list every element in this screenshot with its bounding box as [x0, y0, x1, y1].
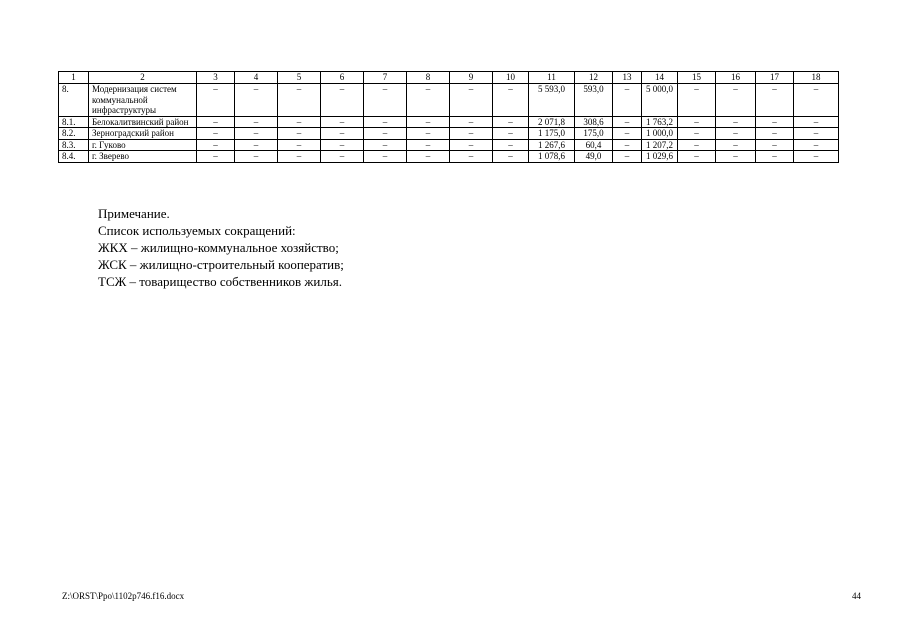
table-cell: 1 000,0 — [642, 128, 678, 140]
table-cell: – — [407, 151, 450, 163]
table-cell: 1 763,2 — [642, 116, 678, 128]
table-cell: – — [407, 116, 450, 128]
table-row — [59, 116, 839, 128]
notes-title: Примечание. — [98, 206, 170, 221]
table-cell: 1 175,0 — [529, 128, 575, 140]
table-cell: – — [278, 116, 321, 128]
table-cell: – — [716, 128, 756, 140]
column-header: 8 — [407, 72, 450, 84]
table-cell: – — [364, 116, 407, 128]
table-cell: – — [613, 151, 642, 163]
table-cell: – — [364, 84, 407, 117]
table-cell: – — [493, 139, 529, 151]
column-header: 15 — [678, 72, 716, 84]
table-cell: – — [235, 116, 278, 128]
table-cell: – — [716, 84, 756, 117]
table-cell: – — [197, 151, 235, 163]
table-cell: – — [321, 151, 364, 163]
table-cell: – — [450, 151, 493, 163]
table-cell: 593,0 — [575, 84, 613, 117]
table-cell: – — [197, 116, 235, 128]
column-header: 7 — [364, 72, 407, 84]
table-cell: – — [613, 116, 642, 128]
table-cell: – — [613, 128, 642, 140]
table-cell: – — [278, 139, 321, 151]
table-cell: 60,4 — [575, 139, 613, 151]
table-cell: – — [321, 116, 364, 128]
table-cell: – — [794, 139, 839, 151]
table-cell: 2 071,8 — [529, 116, 575, 128]
table-cell: – — [235, 139, 278, 151]
table-cell: – — [364, 139, 407, 151]
table-cell: – — [794, 128, 839, 140]
table-cell: – — [678, 116, 716, 128]
table-cell: – — [407, 139, 450, 151]
table-cell: – — [407, 84, 450, 117]
table-cell: – — [756, 139, 794, 151]
table-cell: – — [756, 116, 794, 128]
column-header: 13 — [613, 72, 642, 84]
table-cell: – — [278, 151, 321, 163]
abbreviation-item: ЖСК – жилищно-строительный кооператив; — [98, 257, 344, 272]
table-body — [59, 72, 839, 163]
table-cell: – — [678, 128, 716, 140]
table-row — [59, 151, 839, 163]
table-cell: – — [235, 151, 278, 163]
table-cell: – — [197, 84, 235, 117]
column-header: 11 — [529, 72, 575, 84]
table-cell: 1 267,6 — [529, 139, 575, 151]
table-cell: – — [493, 116, 529, 128]
table-cell: – — [321, 139, 364, 151]
table-cell: 175,0 — [575, 128, 613, 140]
table-cell: – — [756, 151, 794, 163]
column-header: 9 — [450, 72, 493, 84]
table-cell: 5 593,0 — [529, 84, 575, 117]
table-cell: – — [450, 84, 493, 117]
table-cell: – — [678, 139, 716, 151]
table-cell: – — [321, 128, 364, 140]
row-number: 8.4. — [59, 151, 89, 163]
row-number: 8. — [59, 84, 89, 117]
column-header: 2 — [89, 72, 197, 84]
table-cell: – — [493, 128, 529, 140]
table-cell: – — [364, 151, 407, 163]
table-cell: – — [321, 84, 364, 117]
file-path: Z:\ORST\Ppo\1102p746.f16.docx — [62, 591, 185, 601]
row-name: г. Гуково — [89, 139, 197, 151]
column-header: 1 — [59, 72, 89, 84]
table-cell: – — [235, 128, 278, 140]
table-cell: – — [407, 128, 450, 140]
table-cell: – — [794, 151, 839, 163]
table-cell: – — [613, 84, 642, 117]
row-number: 8.3. — [59, 139, 89, 151]
table-row — [59, 84, 839, 117]
column-header: 5 — [278, 72, 321, 84]
row-name: Модернизация систем коммунальной инфраструктуры — [89, 84, 197, 117]
table-cell: – — [450, 128, 493, 140]
table-cell: – — [613, 139, 642, 151]
table-row — [59, 139, 839, 151]
column-header: 3 — [197, 72, 235, 84]
table-cell: – — [794, 116, 839, 128]
notes-block — [98, 205, 344, 290]
column-header: 6 — [321, 72, 364, 84]
table-cell: – — [493, 84, 529, 117]
column-header: 12 — [575, 72, 613, 84]
table-header-row — [59, 72, 839, 84]
table-cell: – — [756, 128, 794, 140]
table-cell: – — [716, 151, 756, 163]
table-cell: – — [364, 128, 407, 140]
row-number: 8.1. — [59, 116, 89, 128]
page-number: 44 — [852, 591, 861, 601]
table-cell: 308,6 — [575, 116, 613, 128]
row-number: 8.2. — [59, 128, 89, 140]
table-cell: – — [716, 139, 756, 151]
abbreviations-title: Список используемых сокращений: — [98, 223, 296, 238]
column-header: 17 — [756, 72, 794, 84]
table-cell: 1 029,6 — [642, 151, 678, 163]
row-name: Зерноградский район — [89, 128, 197, 140]
table-cell: 5 000,0 — [642, 84, 678, 117]
table-cell: – — [197, 128, 235, 140]
abbreviation-item: ЖКХ – жилищно-коммунальное хозяйство; — [98, 240, 339, 255]
row-name: Белокалитвинский район — [89, 116, 197, 128]
table-cell: – — [756, 84, 794, 117]
table-cell: 1 078,6 — [529, 151, 575, 163]
table-cell: 49,0 — [575, 151, 613, 163]
abbreviation-item: ТСЖ – товарищество собственников жилья. — [98, 274, 342, 289]
table-cell: – — [678, 151, 716, 163]
table-cell: – — [716, 116, 756, 128]
table-cell: – — [794, 84, 839, 117]
column-header: 16 — [716, 72, 756, 84]
table-cell: – — [678, 84, 716, 117]
table-cell: – — [197, 139, 235, 151]
table-cell: – — [278, 128, 321, 140]
column-header: 10 — [493, 72, 529, 84]
column-header: 14 — [642, 72, 678, 84]
table-cell: – — [235, 84, 278, 117]
table-cell: – — [278, 84, 321, 117]
column-header: 18 — [794, 72, 839, 84]
table-cell: – — [450, 116, 493, 128]
data-table — [58, 71, 839, 163]
table-cell: – — [450, 139, 493, 151]
table-cell: 1 207,2 — [642, 139, 678, 151]
column-header: 4 — [235, 72, 278, 84]
row-name: г. Зверево — [89, 151, 197, 163]
table-cell: – — [493, 151, 529, 163]
table-row — [59, 128, 839, 140]
